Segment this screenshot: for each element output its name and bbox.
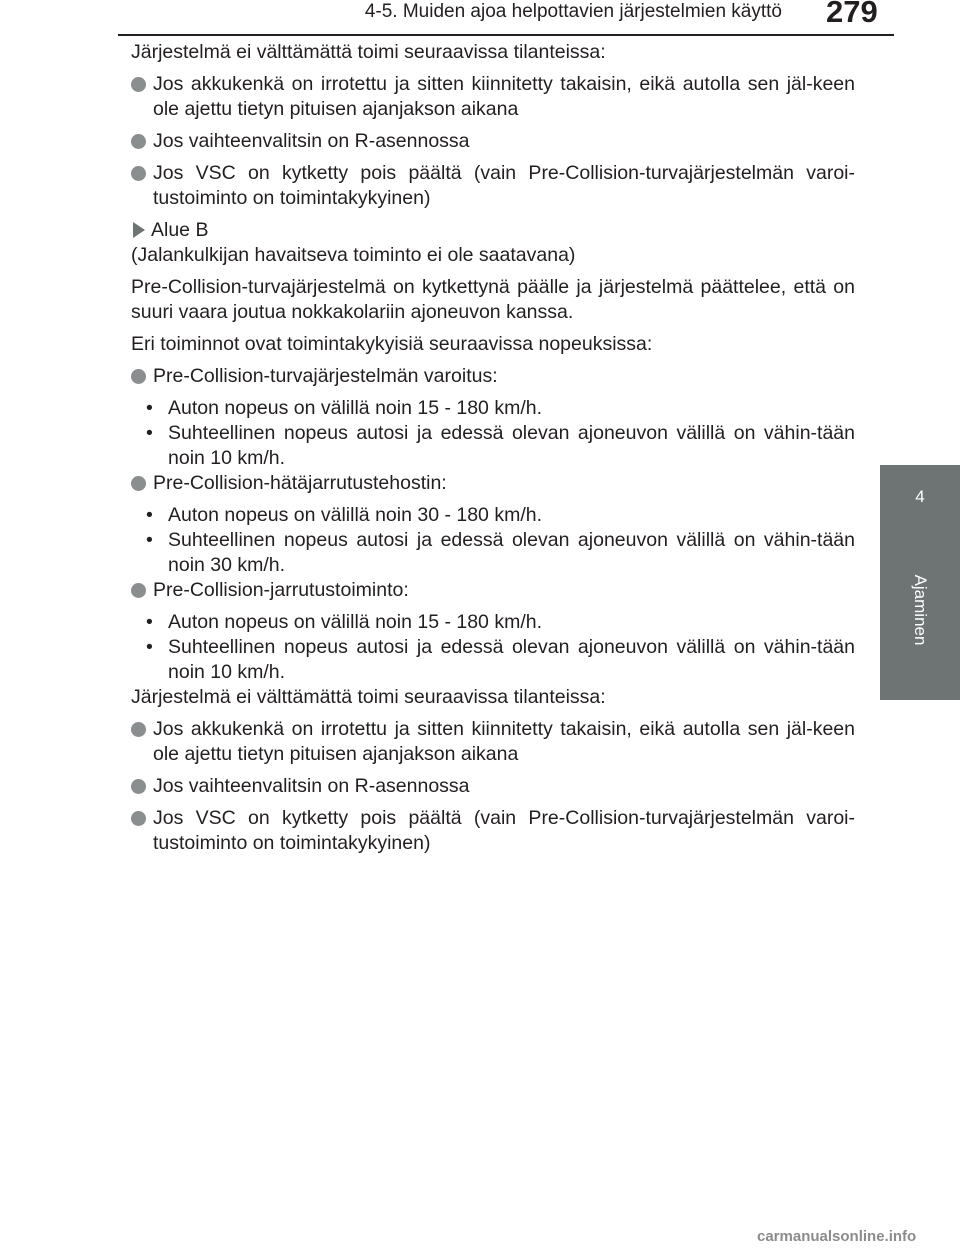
sub-bullet: • bbox=[146, 611, 153, 633]
list-item bbox=[131, 806, 855, 856]
list-item bbox=[131, 717, 855, 767]
footer-watermark: carmanualsonline.info bbox=[757, 1228, 917, 1245]
sub-list-item-text: Suhteellinen nopeus autosi ja edessä olevan ajoneuvon välillä on vähin-tään noin 10 km/h. bbox=[168, 636, 855, 683]
list-item-text: Jos akkukenkä on irrotettu ja sitten kiinnitetty takaisin, eikä autolla sen jäl-keen ole ajettu tietyn pituisen ajanjakson aikana bbox=[153, 73, 855, 120]
function-title: Pre-Collision-jarrutustoiminto: bbox=[153, 579, 409, 601]
body-paragraph: Pre-Collision-turvajärjestelmä on kytkettynä päälle ja järjestelmä päättelee, että on suuri vaara joutua nokkakolariin ajoneuvon kanssa. bbox=[131, 276, 855, 323]
sub-list-item-text: Suhteellinen nopeus autosi ja edessä olevan ajoneuvon välillä on vähin-tään noin 10 km/h. bbox=[168, 422, 855, 469]
sub-list-item bbox=[131, 528, 855, 578]
bullet-dot-icon bbox=[131, 811, 146, 826]
bullet-dot-icon bbox=[131, 166, 146, 181]
sub-list-item bbox=[131, 396, 855, 421]
list-item bbox=[131, 72, 855, 122]
function-item bbox=[131, 471, 855, 496]
list-item-text: Jos vaihteenvalitsin on R-asennossa bbox=[153, 130, 470, 152]
bullet-dot-icon bbox=[131, 134, 146, 149]
list-item-text: Jos VSC on kytketty pois päältä (vain Pre-Collision-turvajärjestelmän varoi-tustoiminto on toimintakykyinen) bbox=[153, 162, 855, 209]
sub-bullet: • bbox=[146, 397, 153, 419]
body-paragraph: Järjestelmä ei välttämättä toimi seuraavissa tilanteissa: bbox=[131, 686, 606, 708]
sub-bullet: • bbox=[146, 422, 153, 444]
list-item bbox=[131, 129, 855, 154]
bullet-dot-icon bbox=[131, 77, 146, 92]
main-content bbox=[131, 40, 855, 856]
sub-list-item-text: Auton nopeus on välillä noin 15 - 180 km/h. bbox=[168, 611, 542, 633]
chapter-number: 4 bbox=[915, 487, 925, 506]
sub-list-item bbox=[131, 421, 855, 471]
header-title: 4-5. Muiden ajoa helpottavien järjestelmien käyttö bbox=[364, 1, 782, 22]
list-item-text: Jos VSC on kytketty pois päältä (vain Pre-Collision-turvajärjestelmän varoi-tustoiminto on toimintakykyinen) bbox=[153, 807, 855, 854]
sub-bullet: • bbox=[146, 504, 153, 526]
function-item bbox=[131, 578, 855, 603]
sub-bullet: • bbox=[146, 636, 153, 658]
area-heading bbox=[131, 218, 855, 243]
sub-list-item-text: Auton nopeus on välillä noin 15 - 180 km/h. bbox=[168, 397, 542, 419]
page-number: 279 bbox=[826, 0, 878, 29]
bullet-dot-icon bbox=[131, 779, 146, 794]
list-item bbox=[131, 774, 855, 799]
area-subtitle: (Jalankulkijan havaitseva toiminto ei ole saatavana) bbox=[131, 244, 576, 266]
body-paragraph: Eri toiminnot ovat toimintakykyisiä seuraavissa nopeuksissa: bbox=[131, 333, 653, 355]
chapter-label: Ajaminen bbox=[911, 574, 930, 646]
bullet-dot-icon bbox=[131, 476, 146, 491]
sub-list-item bbox=[131, 610, 855, 635]
list-item-text: Jos akkukenkä on irrotettu ja sitten kiinnitetty takaisin, eikä autolla sen jäl-keen ole ajettu tietyn pituisen ajanjakson aikana bbox=[153, 718, 855, 765]
sub-bullet: • bbox=[146, 529, 153, 551]
intro-paragraph: Järjestelmä ei välttämättä toimi seuraavissa tilanteissa: bbox=[131, 41, 606, 63]
area-title: Alue B bbox=[151, 219, 209, 241]
bullet-dot-icon bbox=[131, 722, 146, 737]
sub-list-item-text: Suhteellinen nopeus autosi ja edessä olevan ajoneuvon välillä on vähin-tään noin 30 km/h. bbox=[168, 529, 855, 576]
bullet-dot-icon bbox=[131, 583, 146, 598]
list-item bbox=[131, 161, 855, 211]
chapter-side-tab bbox=[880, 465, 960, 700]
sub-list-item bbox=[131, 503, 855, 528]
function-title: Pre-Collision-hätäjarrutustehostin: bbox=[153, 472, 447, 494]
triangle-arrow-icon bbox=[133, 222, 145, 238]
sub-list-item bbox=[131, 635, 855, 685]
bullet-dot-icon bbox=[131, 369, 146, 384]
header-divider bbox=[118, 34, 894, 36]
function-title: Pre-Collision-turvajärjestelmän varoitus: bbox=[153, 365, 498, 387]
function-item bbox=[131, 364, 855, 389]
list-item-text: Jos vaihteenvalitsin on R-asennossa bbox=[153, 775, 470, 797]
sub-list-item-text: Auton nopeus on välillä noin 30 - 180 km/h. bbox=[168, 504, 542, 526]
